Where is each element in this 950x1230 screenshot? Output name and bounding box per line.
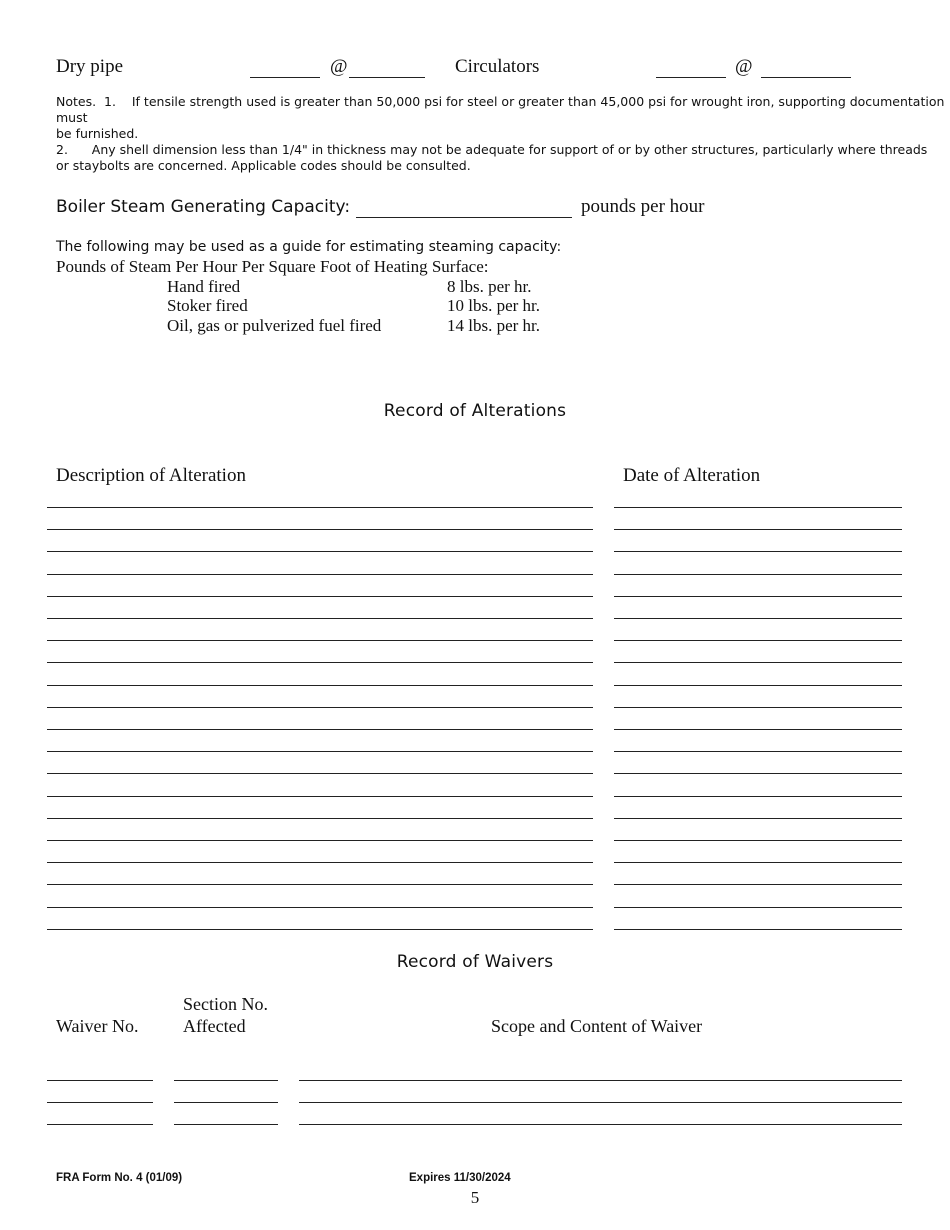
alteration-description-line[interactable] [47,707,593,708]
guide-method: Stoker fired [167,296,248,315]
note-2-line-2: or staybolts are concerned. Applicable codes should be consulted. [56,158,471,173]
waiver-section-line[interactable] [174,1102,278,1103]
alteration-date-line[interactable] [614,773,902,774]
alteration-date-line[interactable] [614,907,902,908]
alteration-date-line[interactable] [614,818,902,819]
waiver-section-line[interactable] [174,1124,278,1125]
alteration-date-line[interactable] [614,729,902,730]
alteration-description-line[interactable] [47,574,593,575]
alteration-date-line[interactable] [614,662,902,663]
guide-method: Hand fired [167,277,241,296]
guide-rate: 14 lbs. per hr. [447,316,541,335]
footer-form-number: FRA Form No. 4 (01/09) [56,1172,183,1184]
alterations-description-header: Description of Alteration [56,465,246,486]
alteration-description-line[interactable] [47,551,593,552]
alteration-date-line[interactable] [614,929,902,930]
alteration-description-line[interactable] [47,618,593,619]
waivers-title: Record of Waivers [396,952,554,972]
alteration-date-line[interactable] [614,596,902,597]
waiver-number-line[interactable] [47,1102,153,1103]
dry-pipe-label: Dry pipe [56,56,124,77]
note-2-text: Any shell dimension less than 1/4" in thickness may not be adequate for support of or by other structures, particularly where threads [91,142,928,157]
alteration-description-line[interactable] [47,884,593,885]
guide-rate: 8 lbs. per hr. [447,277,532,296]
capacity-input[interactable] [356,217,572,218]
alteration-description-line[interactable] [47,929,593,930]
alteration-description-line[interactable] [47,751,593,752]
capacity-label: Boiler Steam Generating Capacity: [56,197,351,217]
waiver-scope-line[interactable] [299,1080,902,1081]
footer-expiration: Expires 11/30/2024 [409,1172,511,1184]
alteration-description-line[interactable] [47,796,593,797]
dry-pipe-field-2[interactable] [349,77,425,78]
guide-subtitle: Pounds of Steam Per Hour Per Square Foot of Heating Surface: [56,257,489,276]
note-1-line-3: be furnished. [56,126,139,141]
circulators-at: @ [735,56,753,77]
alteration-date-line[interactable] [614,618,902,619]
alteration-date-line[interactable] [614,551,902,552]
alteration-description-line[interactable] [47,507,593,508]
notes-label: Notes. [56,94,97,109]
alteration-description-line[interactable] [47,662,593,663]
note-1-number: 1. [104,94,116,109]
alteration-date-line[interactable] [614,840,902,841]
alteration-description-line[interactable] [47,818,593,819]
alteration-date-line[interactable] [614,640,902,641]
alteration-date-line[interactable] [614,751,902,752]
waiver-scope-line[interactable] [299,1102,902,1103]
alteration-description-line[interactable] [47,862,593,863]
circulators-field-1[interactable] [656,77,726,78]
alteration-date-line[interactable] [614,685,902,686]
alterations-title: Record of Alterations [383,401,567,421]
alteration-description-line[interactable] [47,529,593,530]
alteration-description-line[interactable] [47,640,593,641]
circulators-label: Circulators [455,56,540,77]
alteration-date-line[interactable] [614,884,902,885]
waivers-section-header-line-2: Affected [183,1016,246,1036]
capacity-unit: pounds per hour [581,196,705,217]
alteration-date-line[interactable] [614,862,902,863]
alteration-description-line[interactable] [47,685,593,686]
waiver-section-line[interactable] [174,1080,278,1081]
alteration-description-line[interactable] [47,907,593,908]
waiver-number-line[interactable] [47,1124,153,1125]
dry-pipe-at: @ [330,56,348,77]
waivers-scope-header: Scope and Content of Waiver [491,1016,703,1036]
alteration-description-line[interactable] [47,840,593,841]
guide-rate: 10 lbs. per hr. [447,296,541,315]
alteration-date-line[interactable] [614,507,902,508]
alteration-date-line[interactable] [614,707,902,708]
dry-pipe-field-1[interactable] [250,77,320,78]
waiver-scope-line[interactable] [299,1124,902,1125]
circulators-field-2[interactable] [761,77,851,78]
note-2-number: 2. [56,142,68,157]
note-2-line-1 [56,142,927,158]
alterations-date-header: Date of Alteration [623,465,761,486]
guide-method: Oil, gas or pulverized fuel fired [167,316,382,335]
waiver-number-line[interactable] [47,1080,153,1081]
page-number: 5 [470,1188,480,1207]
waivers-number-header: Waiver No. [56,1016,139,1036]
note-1-line-2: must [56,110,88,125]
alteration-description-line[interactable] [47,773,593,774]
alteration-description-line[interactable] [47,596,593,597]
alteration-date-line[interactable] [614,529,902,530]
guide-intro: The following may be used as a guide for estimating steaming capacity: [56,239,562,255]
alteration-date-line[interactable] [614,796,902,797]
waivers-section-header-line-1: Section No. [183,994,268,1014]
note-1-text: If tensile strength used is greater than 50,000 psi for steel or greater than 45,000 psi for wrought iron, supporting documentation [131,94,945,109]
alteration-description-line[interactable] [47,729,593,730]
note-1-line-1 [56,94,944,110]
alteration-date-line[interactable] [614,574,902,575]
